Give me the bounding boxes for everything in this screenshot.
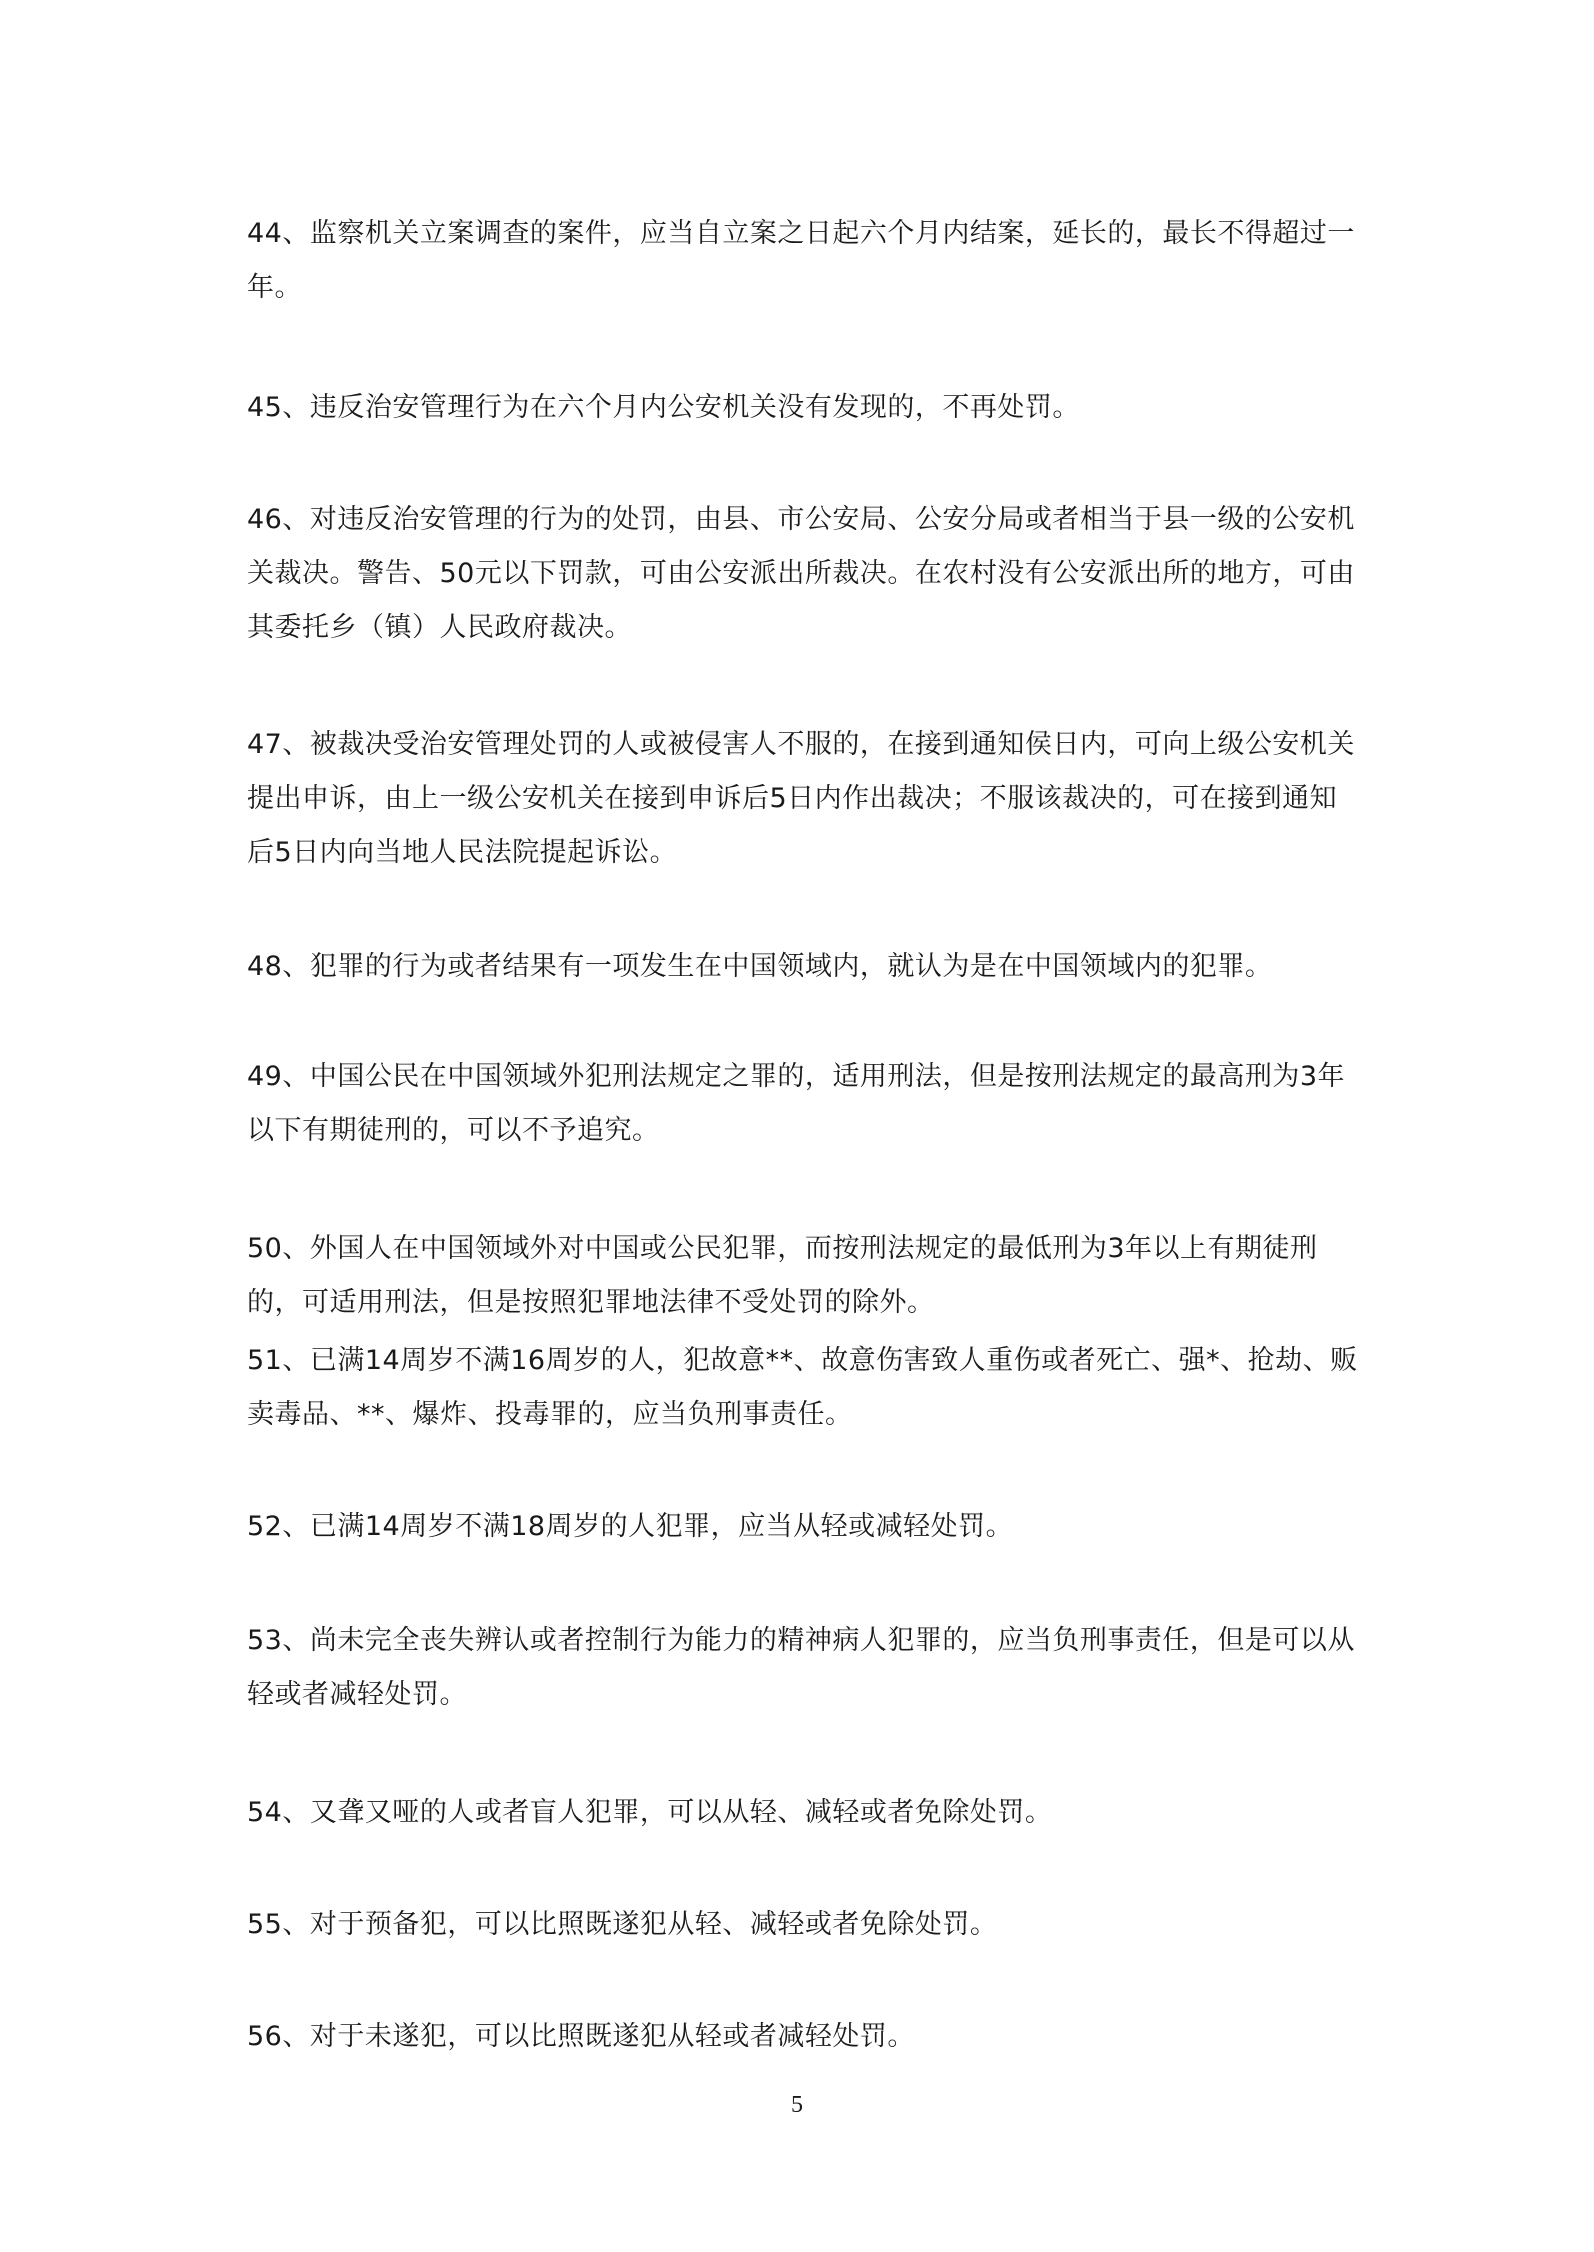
paragraph-50: 50、外国人在中国领域外对中国或公民犯罪，而按刑法规定的最低刑为3年以上有期徒刑的，可适用刑法，但是按照犯罪地法律不受处罚的除外。: [247, 1233, 1318, 1318]
paragraph-46: 46、对违反治安管理的行为的处罚，由县、市公安局、公安分局或者相当于县一级的公安机关裁决。警告、50元以下罚款，可由公安派出所裁决。在农村没有公安派出所的地方，可由其委托乡（镇）人民政府裁决。: [247, 504, 1355, 643]
paragraph-53: 53、尚未完全丧失辨认或者控制行为能力的精神病人犯罪的，应当负刑事责任，但是可以从轻或者减轻处罚。: [247, 1625, 1355, 1710]
paragraph-52: 52、已满14周岁不满18周岁的人犯罪，应当从轻或减轻处罚。: [247, 1511, 1014, 1542]
paragraph-44: 44、监察机关立案调查的案件，应当自立案之日起六个月内结案，延长的，最长不得超过一年。: [247, 218, 1355, 303]
paragraph-56: 56、对于未遂犯，可以比照既遂犯从轻或者减轻处罚。: [247, 2021, 915, 2052]
page-number: 5: [791, 2092, 803, 2118]
paragraph-51: 51、已满14周岁不满16周岁的人，犯故意**、故意伤害致人重伤或者死亡、强*、抢劫、贩卖毒品、**、爆炸、投毒罪的，应当负刑事责任。: [247, 1345, 1358, 1430]
paragraph-47: 47、被裁决受治安管理处罚的人或被侵害人不服的，在接到通知侯日内，可向上级公安机关提出申诉，由上一级公安机关在接到申诉后5日内作出裁决；不服该裁决的，可在接到通知后5日内向当地人民法院提起诉讼。: [247, 729, 1355, 868]
paragraph-48: 48、犯罪的行为或者结果有一项发生在中国领域内，就认为是在中国领域内的犯罪。: [247, 951, 1273, 982]
paragraph-45: 45、违反治安管理行为在六个月内公安机关没有发现的，不再处罚。: [247, 392, 1080, 423]
paragraph-49: 49、中国公民在中国领域外犯刑法规定之罪的，适用刑法，但是按刑法规定的最高刑为3年以下有期徒刑的，可以不予追究。: [247, 1061, 1346, 1146]
paragraph-54: 54、又聋又哑的人或者盲人犯罪，可以从轻、减轻或者免除处罚。: [247, 1797, 1053, 1828]
paragraph-55: 55、对于预备犯，可以比照既遂犯从轻、减轻或者免除处罚。: [247, 1909, 998, 1940]
